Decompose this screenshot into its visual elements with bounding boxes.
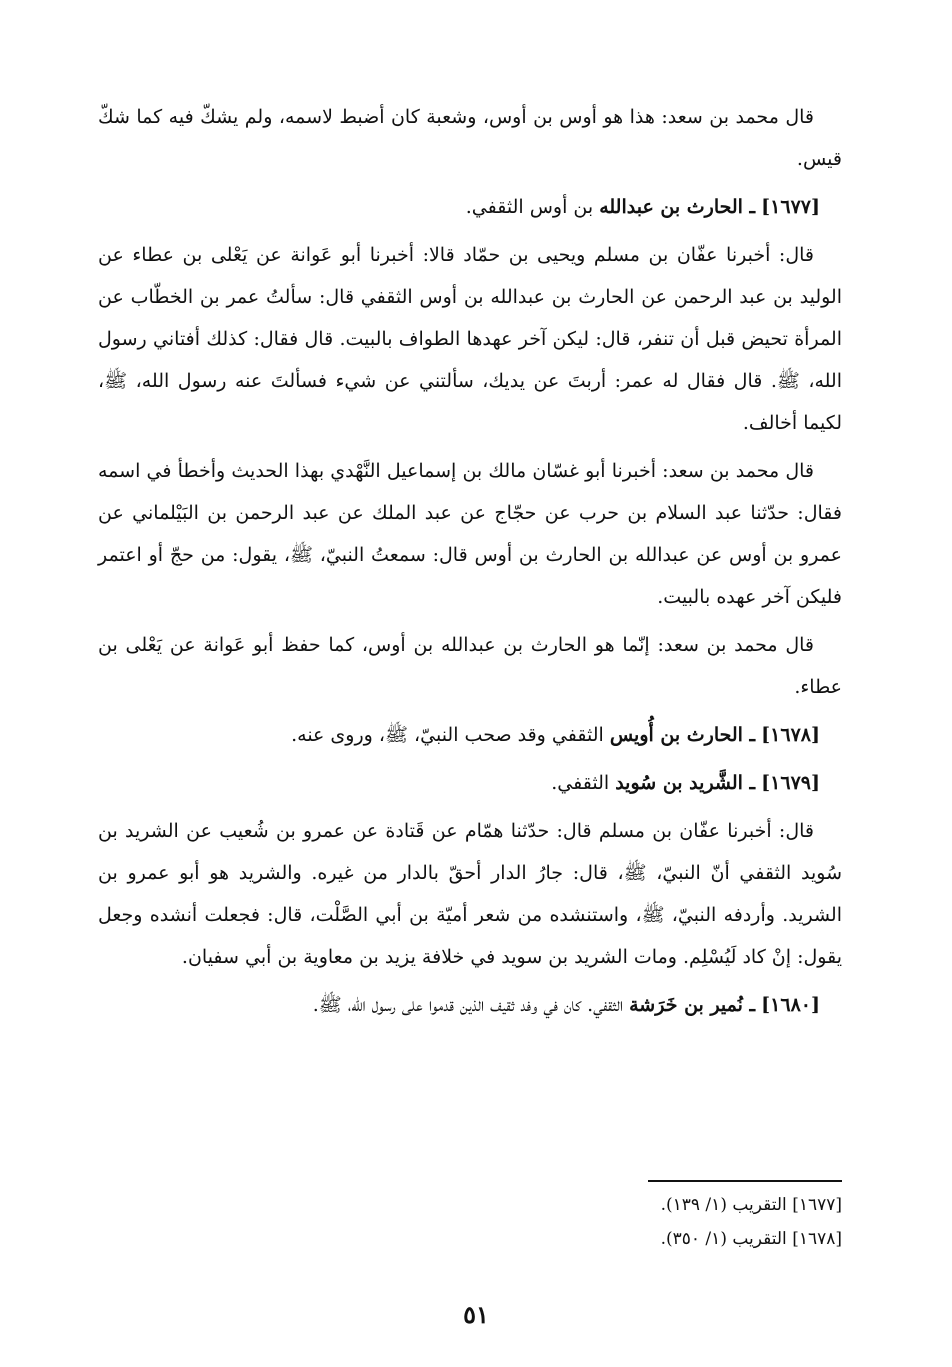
paragraph: قال محمد بن سعد: إنّما هو الحارث بن عبدالله بن أوس، كما حفظ أبو عَوانة عن يَعْلى بن عطاء. [98,634,842,698]
paragraph: قال: أخبرنا عفّان بن مسلم ويحيى بن حمّاد قالا: أخبرنا أبو عَوانة عن يَعْلى بن عطاء عن الوليد بن عبد الرحمن عن الحارث بن عبدالله بن أوس الثقفي قال: سألتُ عمر بن الخطّاب عن المرأة تحيض قبل أن تنفر، قال: ليكن آخر عهدها الطواف بالبيت. قال فقال: كذلك أفتاني رسول الله، ﷺ. قال فقال له عمر: أربتَ عن يديك، سألتني عن شيء فسألتَ عنه رسول الله، ﷺ، لكيما أخالف. [98,244,842,434]
paragraph: قال محمد بن سعد: أخبرنا أبو غسّان مالك بن إسماعيل النَّهْدي بهذا الحديث وأخطأ في اسمه فقال: حدّثنا عبد السلام بن حرب عن حجّاج عن عبد الملك عن عبد الرحمن بن البَيْلماني عن عمرو بن أوس عن عبدالله بن الحارث بن أوس قال: سمعتُ النبيّ، ﷺ، يقول: من حجّ أو اعتمر فليكن آخر عهده بالبيت. [98,460,842,608]
main-text [98,96,842,1032]
biography-entry-heading [98,714,842,756]
footnote: [١٦٧٨] التقريب (١/ ٣٥٠). [660,1229,842,1249]
entry-name: ـ نُمير بن خَرَشة [629,994,756,1016]
entry-number: [١٦٧٩] [761,772,820,794]
paragraph: قال محمد بن سعد: هذا هو أوس بن أوس، وشعبة كان أضبط لاسمه، ولم يشكّ فيه كما شكّ قيس. [98,106,842,170]
entry-rest: الثقفي. [551,772,616,794]
footnotes [442,1188,842,1256]
entry-rest: الثقفي وقد صحب النبيّ، ﷺ، وروى عنه. [291,724,610,746]
entry-number: [١٦٧٧] [761,196,820,218]
biography-entry-heading [98,186,842,228]
entry-number: [١٦٧٨] [761,724,820,746]
biography-entry-heading [98,762,842,804]
page-number: ٥١ [463,1300,489,1329]
footnote-divider [648,1180,842,1182]
entry-number: [١٦٨٠] [761,994,820,1016]
footnote: [١٦٧٧] التقريب (١/ ١٣٩). [660,1195,842,1215]
entry-rest: الثقفي. كان في وفد ثقيف الذين قدموا على رسول الله، ﷺ. [312,994,630,1016]
entry-name: ـ الشَّريد بن سُويد [615,772,756,794]
entry-name: ـ الحارث بن أُويس [609,724,756,746]
entry-rest: بن أوس الثقفي. [465,196,600,218]
paragraph: قال: أخبرنا عفّان بن مسلم قال: حدّثنا همّام عن قَتادة عن عمرو بن شُعيب عن الشريد بن سُويد الثقفي أنّ النبيّ، ﷺ، قال: جارُ الدار أحقّ بالدار من غيره. والشريد هو أبو عمرو بن الشريد. وأردفه النبيّ، ﷺ، واستنشده من شعر أميّة بن أبي الصَّلْت، قال: فجعلت أنشده وجعل يقول: إنْ كاد لَيُسْلِم. ومات الشريد بن سويد في خلافة يزيد بن معاوية بن أبي سفيان. [98,820,842,968]
entry-name: ـ الحارث بن عبدالله [599,196,756,218]
biography-entry-heading [98,984,842,1026]
